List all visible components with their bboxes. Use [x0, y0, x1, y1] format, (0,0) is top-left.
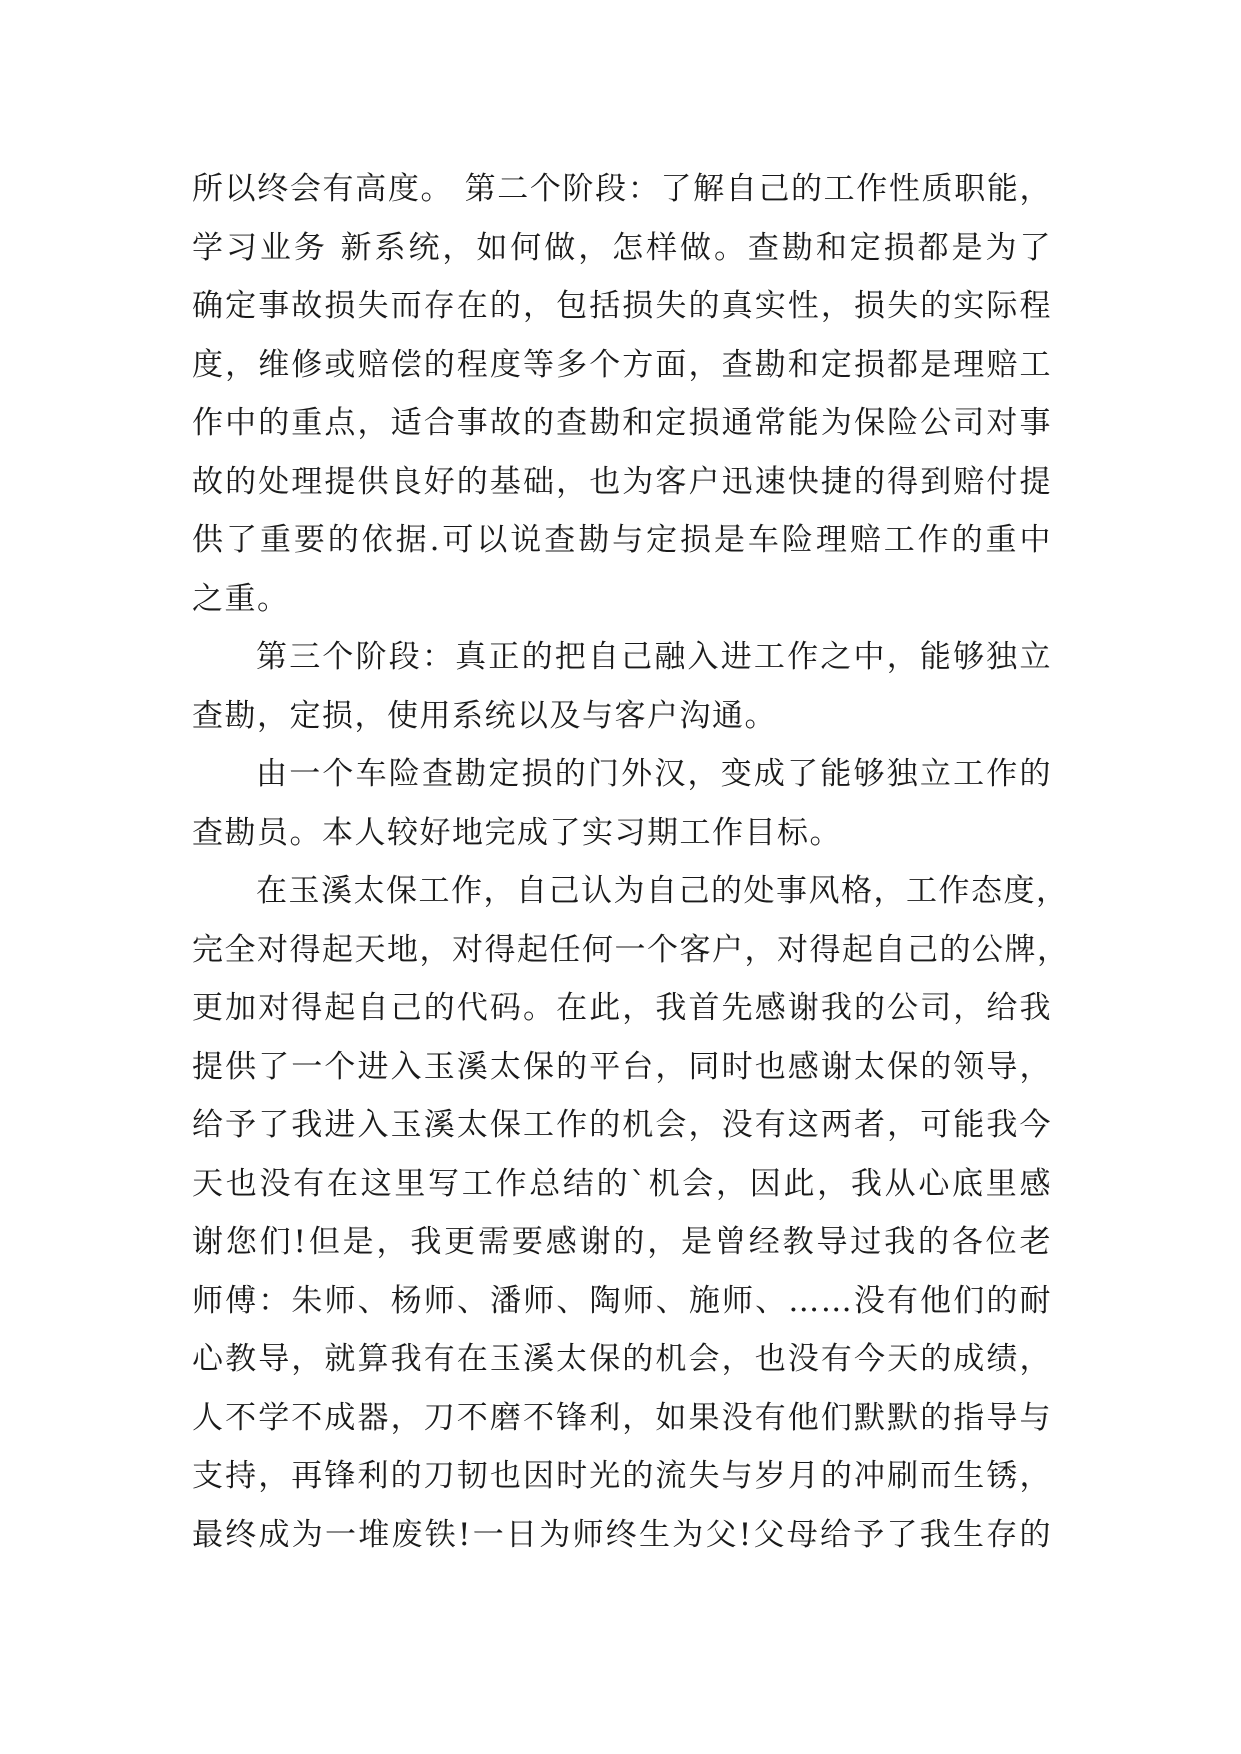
text-line: 支持，再锋利的刀韧也因时光的流失与岁月的冲刷而生锈，	[192, 1458, 1052, 1494]
text-line: 查勘，定损，使用系统以及与客户沟通。	[192, 697, 777, 734]
text-line: 天也没有在这里写工作总结的`机会，因此，我从心底里感	[192, 1165, 1052, 1202]
text-line: 更加对得起自己的代码。在此，我首先感谢我的公司，给我	[192, 990, 1052, 1026]
text-line: 度，维修或赔偿的程度等多个方面，查勘和定损都是理赔工	[192, 346, 1052, 383]
text-line: 查勘员。本人较好地完成了实习期工作目标。	[192, 814, 842, 851]
text-line: 最终成为一堆废铁!一日为师终生为父!父母给予了我生存的	[192, 1516, 1052, 1553]
text-line: 之重。	[192, 580, 290, 617]
text-line: 给予了我进入玉溪太保工作的机会，没有这两者，可能我今	[192, 1107, 1052, 1143]
text-line: 完全对得起天地，对得起任何一个客户，对得起自己的公牌，	[192, 931, 1070, 968]
text-line: 确定事故损失而存在的，包括损失的真实性，损失的实际程	[192, 288, 1052, 324]
text-line: 故的处理提供良好的基础，也为客户迅速快捷的得到赔付提	[192, 463, 1052, 500]
text-line: 作中的重点，适合事故的查勘和定损通常能为保险公司对事	[192, 405, 1052, 441]
text-line: 谢您们!但是，我更需要感谢的，是曾经教导过我的各位老	[192, 1224, 1052, 1260]
text-line: 所以终会有高度。 第二个阶段：了解自己的工作性质职能，	[192, 171, 1052, 207]
text-line: 人不学不成器，刀不磨不锋利，如果没有他们默默的指导与	[192, 1399, 1052, 1436]
text-line: 学习业务 新系统，如何做，怎样做。查勘和定损都是为了	[192, 229, 1052, 266]
text-line: 在玉溪太保工作，自己认为自己的处事风格，工作态度，	[256, 873, 1069, 909]
text-line: 供了重要的依据.可以说查勘与定损是车险理赔工作的重中	[192, 522, 1052, 558]
text-line: 提供了一个进入玉溪太保的平台，同时也感谢太保的领导，	[192, 1048, 1052, 1085]
text-line: 由一个车险查勘定损的门外汉，变成了能够独立工作的	[256, 756, 1052, 792]
text-line: 师傅：朱师、杨师、潘师、陶师、施师、……没有他们的耐	[192, 1282, 1052, 1319]
text-line: 第三个阶段：真正的把自己融入进工作之中，能够独立	[256, 639, 1052, 675]
body-text	[192, 160, 1070, 1564]
text-line: 心教导，就算我有在玉溪太保的机会，也没有今天的成绩，	[192, 1341, 1052, 1377]
